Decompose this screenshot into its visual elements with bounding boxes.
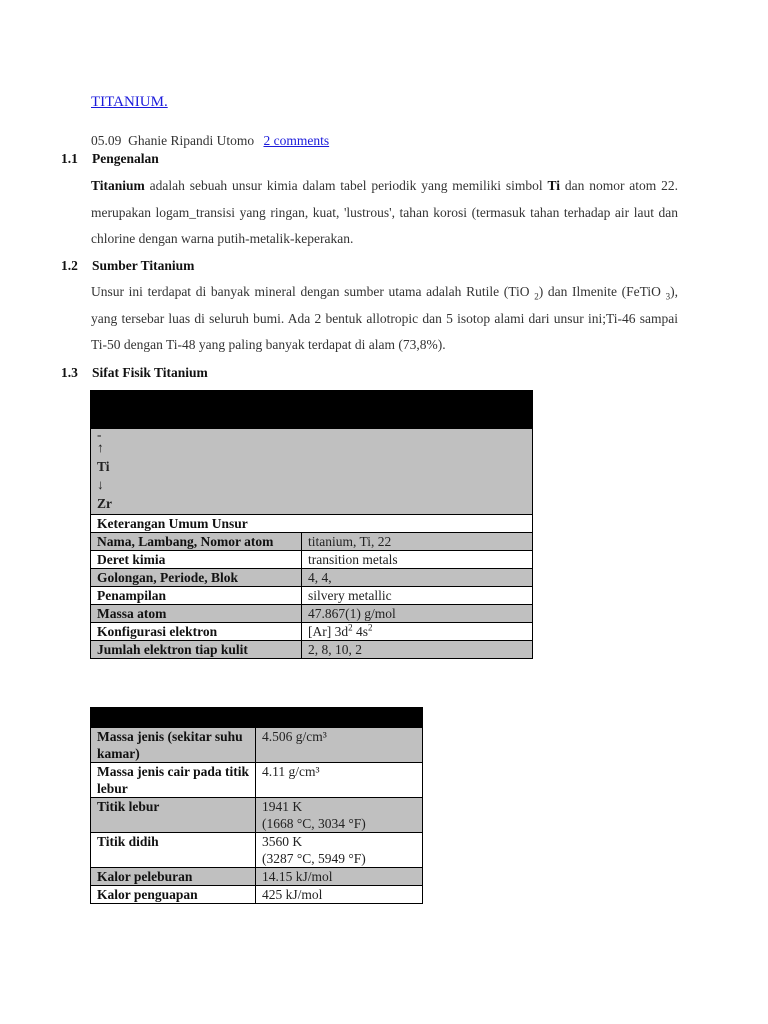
row-label: Titik didih bbox=[91, 833, 256, 868]
value-line: (3287 °C, 5949 °F) bbox=[262, 851, 366, 866]
term-symbol: Ti bbox=[547, 178, 561, 193]
table-section-row bbox=[91, 515, 533, 533]
table-row bbox=[91, 605, 533, 623]
table-row bbox=[91, 641, 533, 659]
section-number: 1.2 bbox=[61, 258, 78, 273]
row-value: 4.506 g/cm³ bbox=[256, 728, 423, 763]
subscript: 2 bbox=[534, 291, 539, 302]
table-row bbox=[91, 763, 423, 798]
comments-link[interactable]: 2 comments bbox=[263, 133, 330, 148]
row-value bbox=[256, 798, 423, 833]
section-title: Pengenalan bbox=[92, 151, 159, 166]
paragraph-text: ) dan Ilmenite (FeTiO bbox=[538, 284, 666, 299]
section-label: Keterangan Umum Unsur bbox=[91, 515, 533, 533]
table-row bbox=[91, 728, 423, 763]
stack-below-element: Zr bbox=[97, 495, 112, 511]
row-value: transition metals bbox=[302, 551, 533, 569]
row-label: Jumlah elektron tiap kulit bbox=[91, 641, 302, 659]
table-row bbox=[91, 868, 423, 886]
element-info-table bbox=[90, 390, 533, 659]
section-heading-sumber bbox=[61, 258, 194, 274]
section-heading-sifat-fisik bbox=[61, 365, 208, 381]
config-base: [Ar] 3d bbox=[308, 624, 349, 639]
row-label: Massa atom bbox=[91, 605, 302, 623]
config-mid: 4s bbox=[352, 624, 369, 639]
up-arrow-icon: ↑ bbox=[97, 440, 104, 455]
config-sup: 2 bbox=[348, 622, 353, 633]
paragraph-text: adalah sebuah unsur kimia dalam tabel periodik yang memiliki simbol bbox=[144, 178, 548, 193]
physical-properties-table bbox=[90, 707, 423, 904]
table-header-row bbox=[91, 708, 423, 728]
row-value: 4, 4, bbox=[302, 569, 533, 587]
table-row bbox=[91, 533, 533, 551]
subscript: 3 bbox=[665, 291, 671, 302]
table-row bbox=[91, 623, 533, 641]
row-value bbox=[256, 833, 423, 868]
table-row bbox=[91, 798, 423, 833]
section-heading-pengenalan bbox=[61, 151, 159, 167]
post-meta bbox=[91, 133, 329, 149]
value-line: 1941 K bbox=[262, 799, 303, 814]
paragraph-sumber bbox=[91, 279, 678, 359]
row-label: Massa jenis (sekitar suhu kamar) bbox=[91, 728, 256, 763]
row-label: Nama, Lambang, Nomor atom bbox=[91, 533, 302, 551]
section-title: Sifat Fisik Titanium bbox=[92, 365, 208, 380]
table-header-cell bbox=[91, 391, 533, 429]
post-date: 05.09 bbox=[91, 133, 122, 148]
row-value bbox=[302, 623, 533, 641]
row-value: 425 kJ/mol bbox=[256, 886, 423, 904]
config-sup: 2 bbox=[368, 622, 373, 633]
table-header-row bbox=[91, 391, 533, 429]
row-value: 14.15 kJ/mol bbox=[256, 868, 423, 886]
row-label: Massa jenis cair pada titik lebur bbox=[91, 763, 256, 798]
row-label: Deret kimia bbox=[91, 551, 302, 569]
row-value: titanium, Ti, 22 bbox=[302, 533, 533, 551]
value-line: 3560 K bbox=[262, 834, 303, 849]
row-value: 2, 8, 10, 2 bbox=[302, 641, 533, 659]
row-label: Konfigurasi elektron bbox=[91, 623, 302, 641]
paragraph-text: Unsur ini terdapat di banyak mineral dengan sumber utama adalah Rutile (TiO bbox=[91, 284, 535, 299]
row-label: Penampilan bbox=[91, 587, 302, 605]
down-arrow-icon: ↓ bbox=[97, 477, 104, 492]
paragraph-text: ), yang tersebar luas di seluruh bumi. Ada 2 bentuk allotropic dan 5 isotop alami dari unsur ini;Ti-46 sampai Ti-50 dengan Ti-48 yang paling banyak terdapat di alam (73,8%). bbox=[91, 284, 678, 352]
section-title: Sumber Titanium bbox=[92, 258, 195, 273]
row-value: silvery metallic bbox=[302, 587, 533, 605]
post-title[interactable]: TITANIUM. bbox=[91, 94, 168, 110]
row-value: 47.867(1) g/mol bbox=[302, 605, 533, 623]
post-author: Ghanie Ripandi Utomo bbox=[128, 133, 255, 148]
row-label: Golongan, Periode, Blok bbox=[91, 569, 302, 587]
periodic-stack-cell bbox=[91, 429, 533, 515]
row-label: Kalor penguapan bbox=[91, 886, 256, 904]
stack-above: - bbox=[97, 427, 102, 442]
paragraph-text: dan nomor atom 22. merupakan logam_transisi yang ringan, kuat, 'lustrous', tahan korosi (termasuk tahan terhadap air laut dan chlorine dengan warna putih-metalik-keperakan. bbox=[91, 178, 679, 246]
row-value: 4.11 g/cm³ bbox=[256, 763, 423, 798]
value-line: (1668 °C, 3034 °F) bbox=[262, 816, 366, 831]
term-titanium: Titanium bbox=[91, 178, 145, 193]
table-row bbox=[91, 833, 423, 868]
stack-current-element: Ti bbox=[97, 458, 110, 474]
table-row bbox=[91, 886, 423, 904]
paragraph-pengenalan bbox=[91, 173, 678, 253]
section-number: 1.3 bbox=[61, 365, 78, 380]
row-label: Kalor peleburan bbox=[91, 868, 256, 886]
table-row bbox=[91, 551, 533, 569]
table-header-cell bbox=[91, 708, 423, 728]
table-row bbox=[91, 587, 533, 605]
table-row bbox=[91, 569, 533, 587]
section-number: 1.1 bbox=[61, 151, 78, 166]
periodic-stack-row bbox=[91, 429, 533, 515]
row-label: Titik lebur bbox=[91, 798, 256, 833]
